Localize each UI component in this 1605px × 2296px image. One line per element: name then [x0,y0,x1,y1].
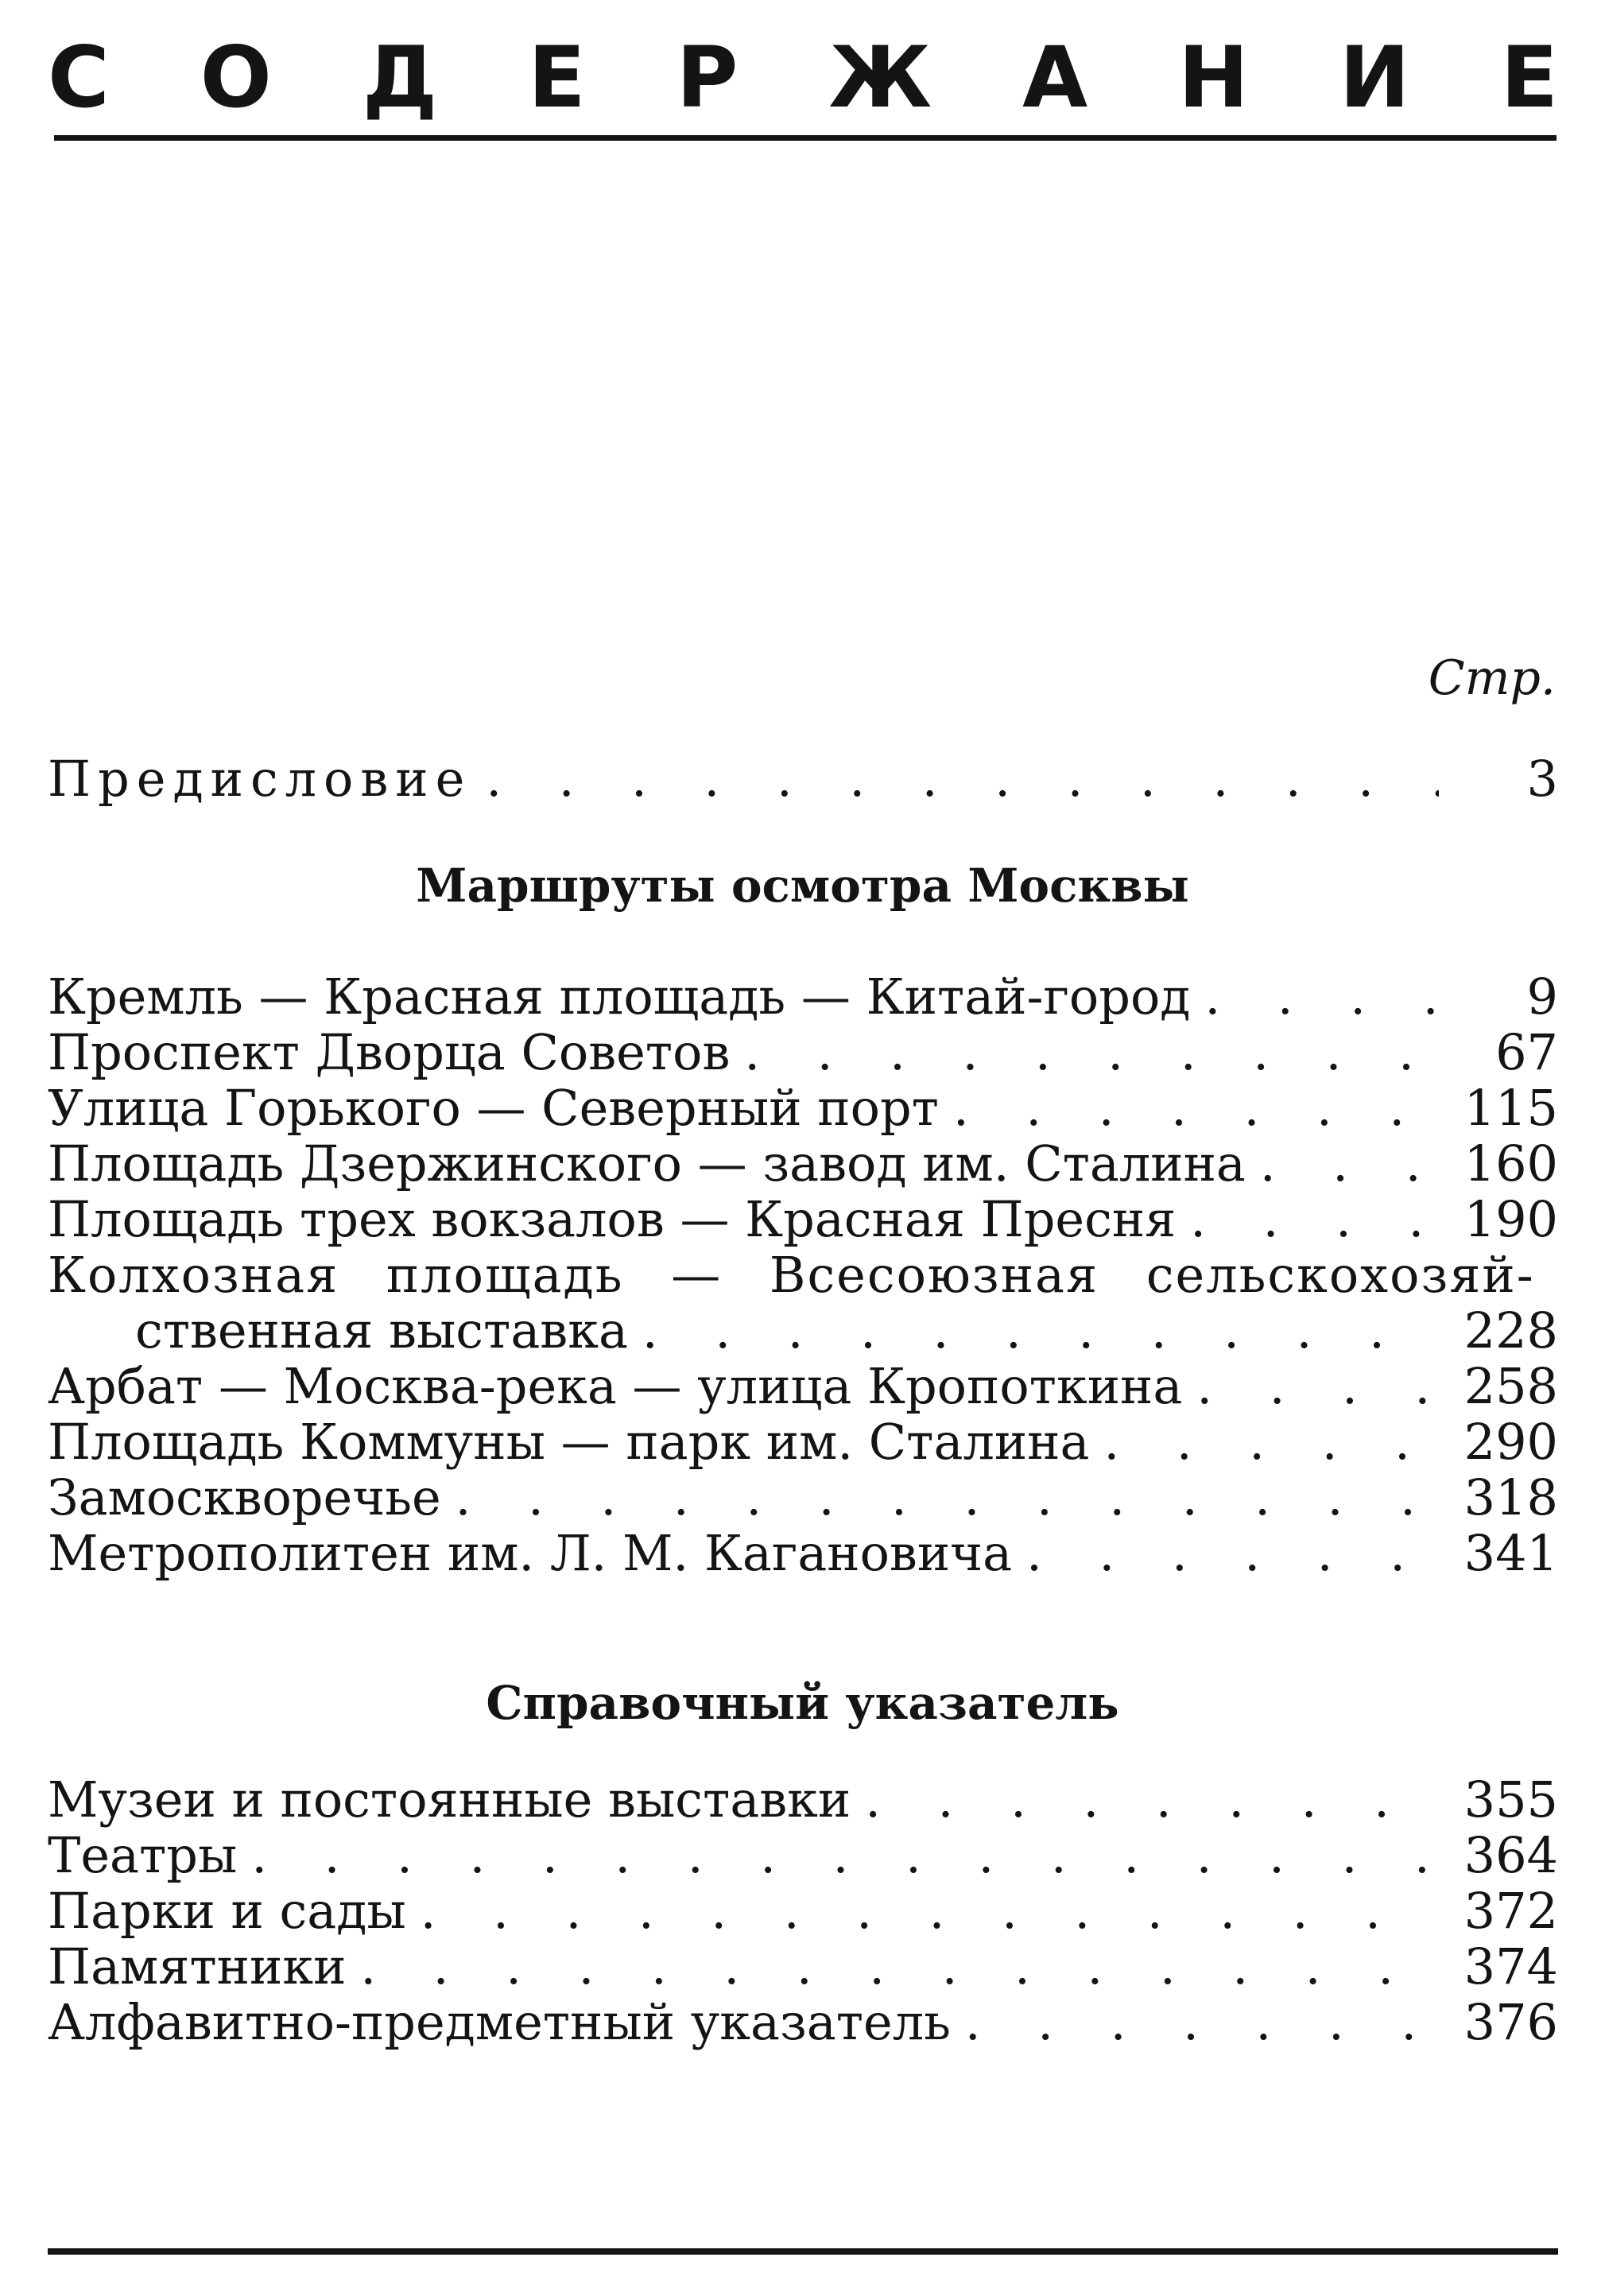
section-heading: Справочный указатель [486,1676,1119,1730]
toc-entry[interactable] [48,1883,1558,1940]
toc-entry[interactable] [48,1827,1558,1884]
toc-entry[interactable] [48,1135,1558,1193]
title-letter: Ж [828,29,932,126]
toc-entry[interactable] [48,1080,1558,1137]
entry-page: 115 [1463,1079,1558,1137]
toc-entry[interactable] [48,1414,1558,1471]
leader-dots [1026,1525,1439,1582]
toc-entry[interactable] [48,1024,1558,1081]
toc-entry[interactable] [48,1771,1558,1829]
entry-title: Арбат — Москва-река — улица Кропоткина [48,1357,1183,1415]
entry-title: Площадь трех вокзалов — Красная Пресня [48,1190,1177,1248]
toc-entry[interactable] [48,1994,1558,2051]
entry-title-continuation: ственная выставка [135,1301,628,1359]
leader-dots [953,1080,1439,1137]
title-letter: А [1022,29,1088,126]
entry-title: Улица Горького — Северный порт [48,1079,939,1137]
entry-page: 9 [1526,968,1558,1026]
toc-entry[interactable] [48,1191,1558,1248]
section-heading: Маршруты осмотра Москвы [416,859,1189,913]
bottom-rule [48,2248,1558,2255]
leader-dots [1196,1358,1439,1415]
entry-page: 67 [1495,1023,1558,1081]
entry-page: 160 [1463,1134,1558,1193]
entry-page: 364 [1463,1826,1558,1884]
leader-dots [965,1994,1439,2051]
entry-page: 290 [1463,1413,1558,1471]
entry-title: Площадь Дзержинского — завод им. Сталина [48,1134,1246,1193]
top-rule [54,135,1557,141]
entry-page: 341 [1463,1524,1558,1582]
leader-dots [1103,1414,1439,1471]
toc-entry[interactable] [48,1525,1558,1582]
entry-title: Театры [48,1826,238,1884]
entry-page: 355 [1463,1770,1558,1829]
title-letter: И [1339,29,1410,126]
entry-title: Музеи и постоянные выставки [48,1770,851,1829]
title-letter: Д [362,29,438,126]
leader-dots [251,1827,1439,1884]
leader-dots [421,1883,1439,1940]
toc-entry-preface[interactable] [48,750,1558,808]
entry-page: 318 [1463,1468,1558,1526]
leader-dots [642,1302,1439,1359]
entry-title: Площадь Коммуны — парк им. Сталина [48,1413,1090,1471]
title-letter: Р [676,29,739,126]
entry-title: Кремль — Красная площадь — Китай-город [48,968,1191,1026]
toc-entry[interactable] [48,968,1558,1026]
toc-entry-continuation[interactable] [135,1302,1558,1359]
title-letter: Н [1178,29,1249,126]
entry-page: 258 [1463,1357,1558,1415]
entry-title: Метрополитен им. Л. М. Кагановича [48,1524,1013,1582]
page-column-header: Стр. [1428,650,1556,706]
leader-dots [360,1938,1439,1995]
toc-entry[interactable] [48,1938,1558,1995]
entry-title: Колхозная площадь — Всесоюзная сельскохозяй- [48,1246,1535,1304]
entry-title: Замоскворечье [48,1468,441,1526]
entry-title: Алфавитно-предметный указатель [48,1993,951,2051]
title-letter: О [200,29,272,126]
entry-title: Предисловие [48,750,472,808]
leader-dots [744,1024,1439,1081]
entry-title: Проспект Дворца Советов [48,1023,731,1081]
entry-page: 228 [1463,1301,1558,1359]
leader-dots [1204,968,1439,1026]
leader-dots [486,750,1439,808]
entry-title: Памятники [48,1937,347,1995]
leader-dots [1190,1191,1439,1248]
title-letter: Е [1500,29,1558,126]
entry-page: 372 [1463,1882,1558,1940]
entry-page: 374 [1463,1937,1558,1995]
title-letter: Е [528,29,586,126]
leader-dots [865,1771,1439,1829]
leader-dots [1260,1135,1439,1193]
entry-page: 3 [1526,750,1558,808]
entry-page: 376 [1463,1993,1558,2051]
title-letter: С [48,29,110,126]
entry-title: Парки и сады [48,1882,406,1940]
toc-entry[interactable] [48,1247,1558,1304]
page-title [48,29,1558,126]
leader-dots [456,1469,1439,1526]
toc-entry[interactable] [48,1358,1558,1415]
toc-entry[interactable] [48,1469,1558,1526]
entry-page: 190 [1463,1190,1558,1248]
